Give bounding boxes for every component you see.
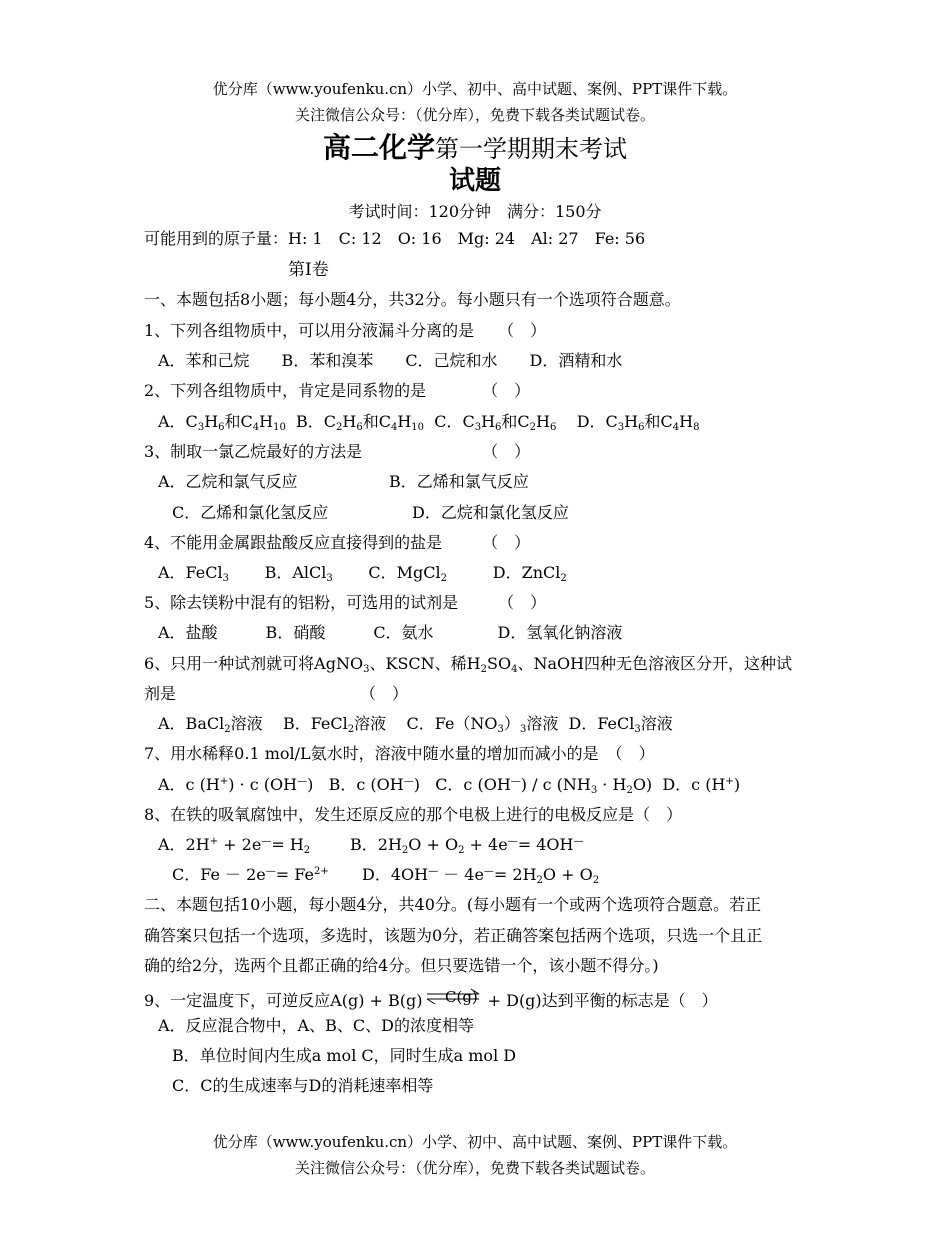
section-2-line-2: 确答案只包括一个选项，多选时，该题为0分，若正确答案包括两个选项，只选一个且正 [144,926,763,945]
reversible-arrow-icon [423,986,483,1006]
question-8-option-a: A．$2H^+ + 2e^—= H_2$ [158,835,311,856]
title-part-2: 第一学期期末考试 [435,135,627,163]
footer-line-2: 关注微信公众号：（优分库），免费下载各类试题试卷。 [294,1159,655,1177]
exam-info: 考试时间：120分钟 满分：150分 [348,202,602,221]
question-7-stem: 7、用水稀释0.1 mol/L氨水时，溶液中随水量的增加而减小的是 （ ） [144,744,655,763]
question-7-options: A．c (H+) · c (OH—) B．c (OH—) C．c (OH—) / c $(NH_3 \cdot H_2O)$ D．c (H+) [158,775,741,796]
question-9-option-b: B．单位时间内生成a mol C，同时生成a mol D [172,1046,517,1065]
question-5-stem: 5、除去镁粉中混有的铝粉，可选用的试剂是 （ ） [144,593,547,612]
atomic-masses: 可能用到的原子量：H: 1 C: 12 O: 16 Mg: 24 Al: 27 Fe: 56 [144,229,646,248]
question-3-option-b: B．乙烯和氯气反应 [389,472,529,491]
volume-heading: 第Ⅰ卷 [288,260,329,280]
question-6-stem-line-1: 6、只用一种试剂就可将AgNO$_3$、KSCN、稀$H_2SO_4$、NaOH四种无色溶液区分开，这种试 [144,654,793,675]
question-9-stem: 9、一定温度下，可逆反应A(g) + B(g) C(g) + D(g)达到平衡的标志是（ ） [144,988,718,1010]
question-9-option-c: C．C的生成速率与D的消耗速率相等 [172,1076,434,1095]
header-line-2: 关注微信公众号：（优分库），免费下载各类试题试卷。 [294,106,655,124]
question-2-stem: 2、下列各组物质中，肯定是同系物的是 （ ） [144,381,531,400]
question-8-stem: 8、在铁的吸氧腐蚀中，发生还原反应的那个电极上进行的电极反应是（ ） [144,805,683,824]
question-4-options: A．FeCl$_3$ B．AlCl$_3$ C．MgCl$_2$ D．ZnCl$_2$ [158,563,567,584]
footer-line-1: 优分库（www.youfenku.cn）小学、初中、高中试题、案例、PPT课件下载。 [212,1133,738,1151]
question-6-stem-line-2: 剂是 （ ） [144,684,409,703]
question-2-options: A．$C_3H_6$和$C_4H_{10}$ B．$C_2H_6$和$C_4H_{10}$ C．$C_3H_6$和$C_2H_6$ D．$C_3H_6$和$C_4H_8$ [158,412,700,433]
question-8-option-c: C．$Fe - 2e^—= Fe^{2+}$ [172,865,329,884]
question-9-option-a: A．反应混合物中，A、B、C、D的浓度相等 [158,1016,474,1035]
section-1-heading: 一、本题包括8小题；每小题4分，共32分。每小题只有一个选项符合题意。 [144,290,681,309]
question-3-option-c: C．乙烯和氯化氢反应 [172,503,329,522]
question-3-option-a: A．乙烷和氯气反应 [158,472,298,491]
question-6-options: A．BaCl$_2$溶液 B．FeCl$_2$溶液 C．$Fe(NO_3)_3$溶液 D．FeCl$_3$溶液 [158,714,673,735]
question-8-option-d: D．$4OH^— - 4e^—= 2H_2O + O_2$ [362,865,600,886]
section-2-line-1: 二、本题包括10小题，每小题4分，共40分。(每小题有一个或两个选项符合题意。若正 [144,895,762,914]
question-8-option-b: B．$2H_2O + O_2 + 4e^—= 4OH^—$ [350,835,584,856]
question-4-stem: 4、不能用金属跟盐酸反应直接得到的盐是 （ ） [144,533,531,552]
question-3-stem: 3、制取一氯乙烷最好的方法是 （ ） [144,442,531,461]
question-9-stem-tail: 达到平衡的标志是（ ） [541,991,718,1010]
title-line-2 [0,160,950,197]
question-1-options: A．苯和己烷 B．苯和溴苯 C．己烷和水 D．酒精和水 [158,351,623,370]
title-part-1: 高二化学 [322,131,435,164]
question-3-option-d: D．乙烷和氯化氢反应 [412,503,569,522]
question-1-stem: 1、下列各组物质中，可以用分液漏斗分离的是 （ ） [144,321,547,340]
question-5-options: A．盐酸 B．硝酸 C．氨水 D．氢氧化钠溶液 [158,623,623,642]
svg-text:C(g): C(g) [444,988,478,1006]
header-line-1: 优分库（www.youfenku.cn）小学、初中、高中试题、案例、PPT课件下载。 [212,80,738,98]
section-2-line-3: 确的给2分，选两个且都正确的给4分。但只要选错一个，该小题不得分。) [144,956,659,975]
title-part-3: 试题 [448,166,501,196]
